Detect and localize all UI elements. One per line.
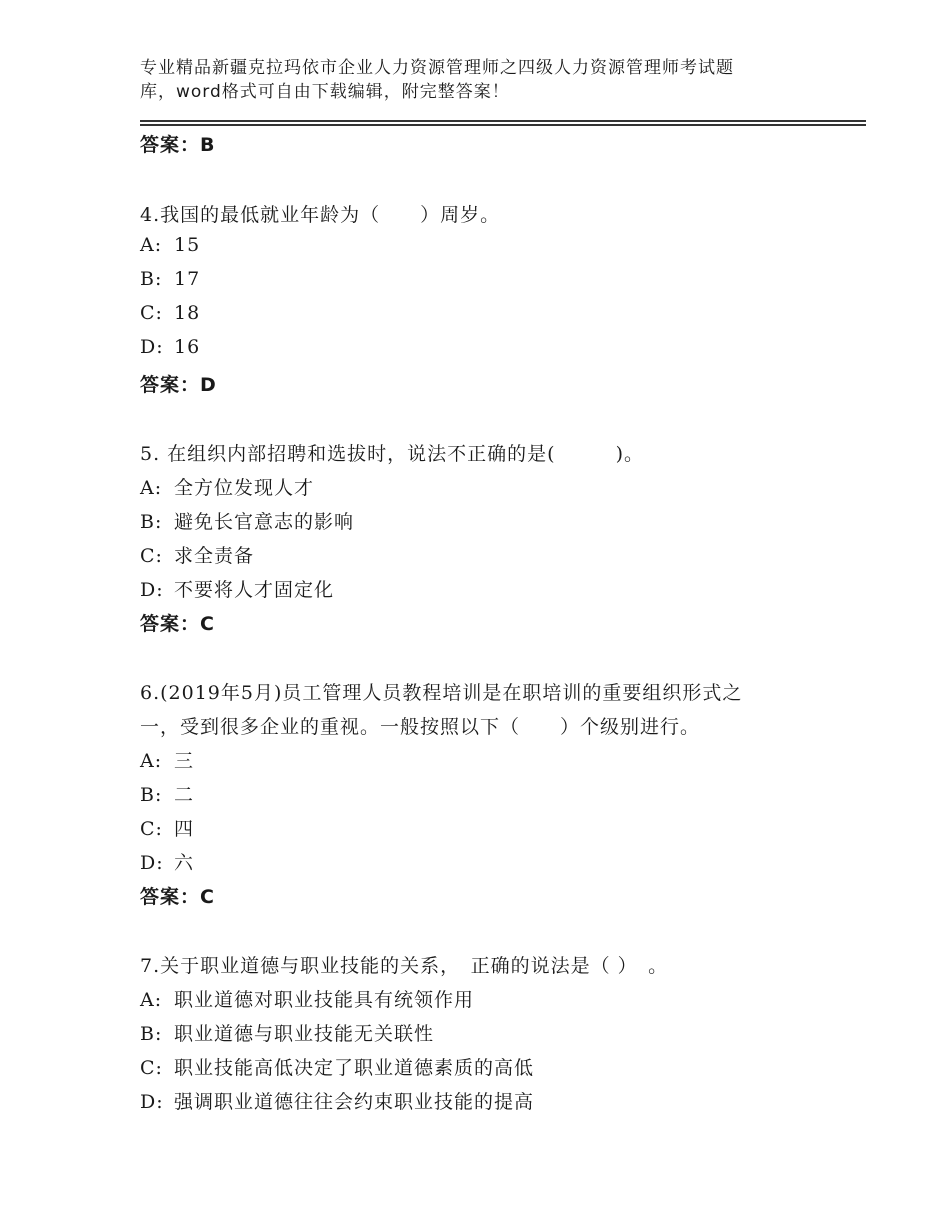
option-text: 六	[174, 852, 195, 874]
question-4-stem: 4.我国的最低就业年龄为（ ）周岁。	[140, 204, 501, 226]
header-line-2: 库，word格式可自由下载编辑，附完整答案！	[140, 82, 510, 102]
question-7-option-d	[140, 1087, 534, 1114]
option-text: 17	[174, 268, 201, 290]
option-text: 18	[174, 302, 201, 324]
option-text: 避免长官意志的影响	[174, 511, 355, 533]
option-text: 求全责备	[174, 545, 255, 567]
question-7-option-c	[140, 1053, 534, 1080]
question-6-option-c	[140, 814, 194, 841]
option-label: A:	[140, 989, 163, 1011]
option-text: 四	[174, 818, 195, 840]
option-text: 强调职业道德往往会约束职业技能的提高	[174, 1091, 535, 1113]
option-text: 职业道德对职业技能具有统领作用	[174, 989, 475, 1011]
option-label: C:	[140, 818, 163, 840]
option-label: D:	[140, 1091, 164, 1113]
option-text: 三	[174, 750, 195, 772]
option-label: D:	[140, 852, 164, 874]
question-5-option-d	[140, 575, 334, 602]
option-label: D:	[140, 336, 164, 358]
answer-prev: 答案：B	[140, 134, 216, 156]
question-4-option-b	[140, 268, 200, 290]
question-6-stem-line-1: 6.(2019年5月)员工管理人员教程培训是在职培训的重要组织形式之	[140, 682, 743, 704]
question-6-option-b	[140, 780, 194, 807]
question-5-stem: 5. 在组织内部招聘和选拔时，说法不正确的是( )。	[140, 443, 644, 465]
option-text: 全方位发现人才	[174, 477, 315, 499]
question-7-stem: 7.关于职业道德与职业技能的关系， 正确的说法是（ ） 。	[140, 955, 669, 977]
option-label: A:	[140, 750, 163, 772]
question-4-answer: 答案：D	[140, 374, 217, 396]
option-text: 职业技能高低决定了职业道德素质的高低	[174, 1057, 535, 1079]
header-line-1: 专业精品新疆克拉玛依市企业人力资源管理师之四级人力资源管理师考试题	[140, 58, 734, 78]
option-label: B:	[140, 268, 163, 290]
option-label: C:	[140, 1057, 163, 1079]
header-divider-top	[140, 120, 866, 122]
option-label: B:	[140, 1023, 163, 1045]
option-text: 不要将人才固定化	[174, 579, 335, 601]
question-6-option-d	[140, 848, 194, 875]
question-5-option-b	[140, 507, 354, 534]
question-5-answer: 答案：C	[140, 613, 215, 635]
option-text: 职业道德与职业技能无关联性	[174, 1023, 435, 1045]
option-label: D:	[140, 579, 164, 601]
option-label: B:	[140, 784, 163, 806]
question-6-option-a	[140, 746, 194, 773]
option-label: C:	[140, 545, 163, 567]
question-4-option-c	[140, 302, 200, 324]
header-divider-bottom	[140, 124, 866, 126]
question-4-option-d	[140, 336, 200, 358]
option-label: A:	[140, 234, 163, 256]
option-text: 二	[174, 784, 195, 806]
question-6-answer: 答案：C	[140, 886, 215, 908]
question-5-option-a	[140, 473, 314, 500]
option-text: 15	[174, 234, 201, 256]
question-7-option-b	[140, 1019, 434, 1046]
question-7-option-a	[140, 985, 474, 1012]
question-5-option-c	[140, 541, 254, 568]
question-4-option-a	[140, 234, 200, 256]
question-6-stem-line-2: 一，受到很多企业的重视。一般按照以下（ ）个级别进行。	[140, 716, 701, 738]
option-label: B:	[140, 511, 163, 533]
option-text: 16	[174, 336, 201, 358]
option-label: A:	[140, 477, 163, 499]
document-header	[140, 56, 780, 104]
option-label: C:	[140, 302, 163, 324]
